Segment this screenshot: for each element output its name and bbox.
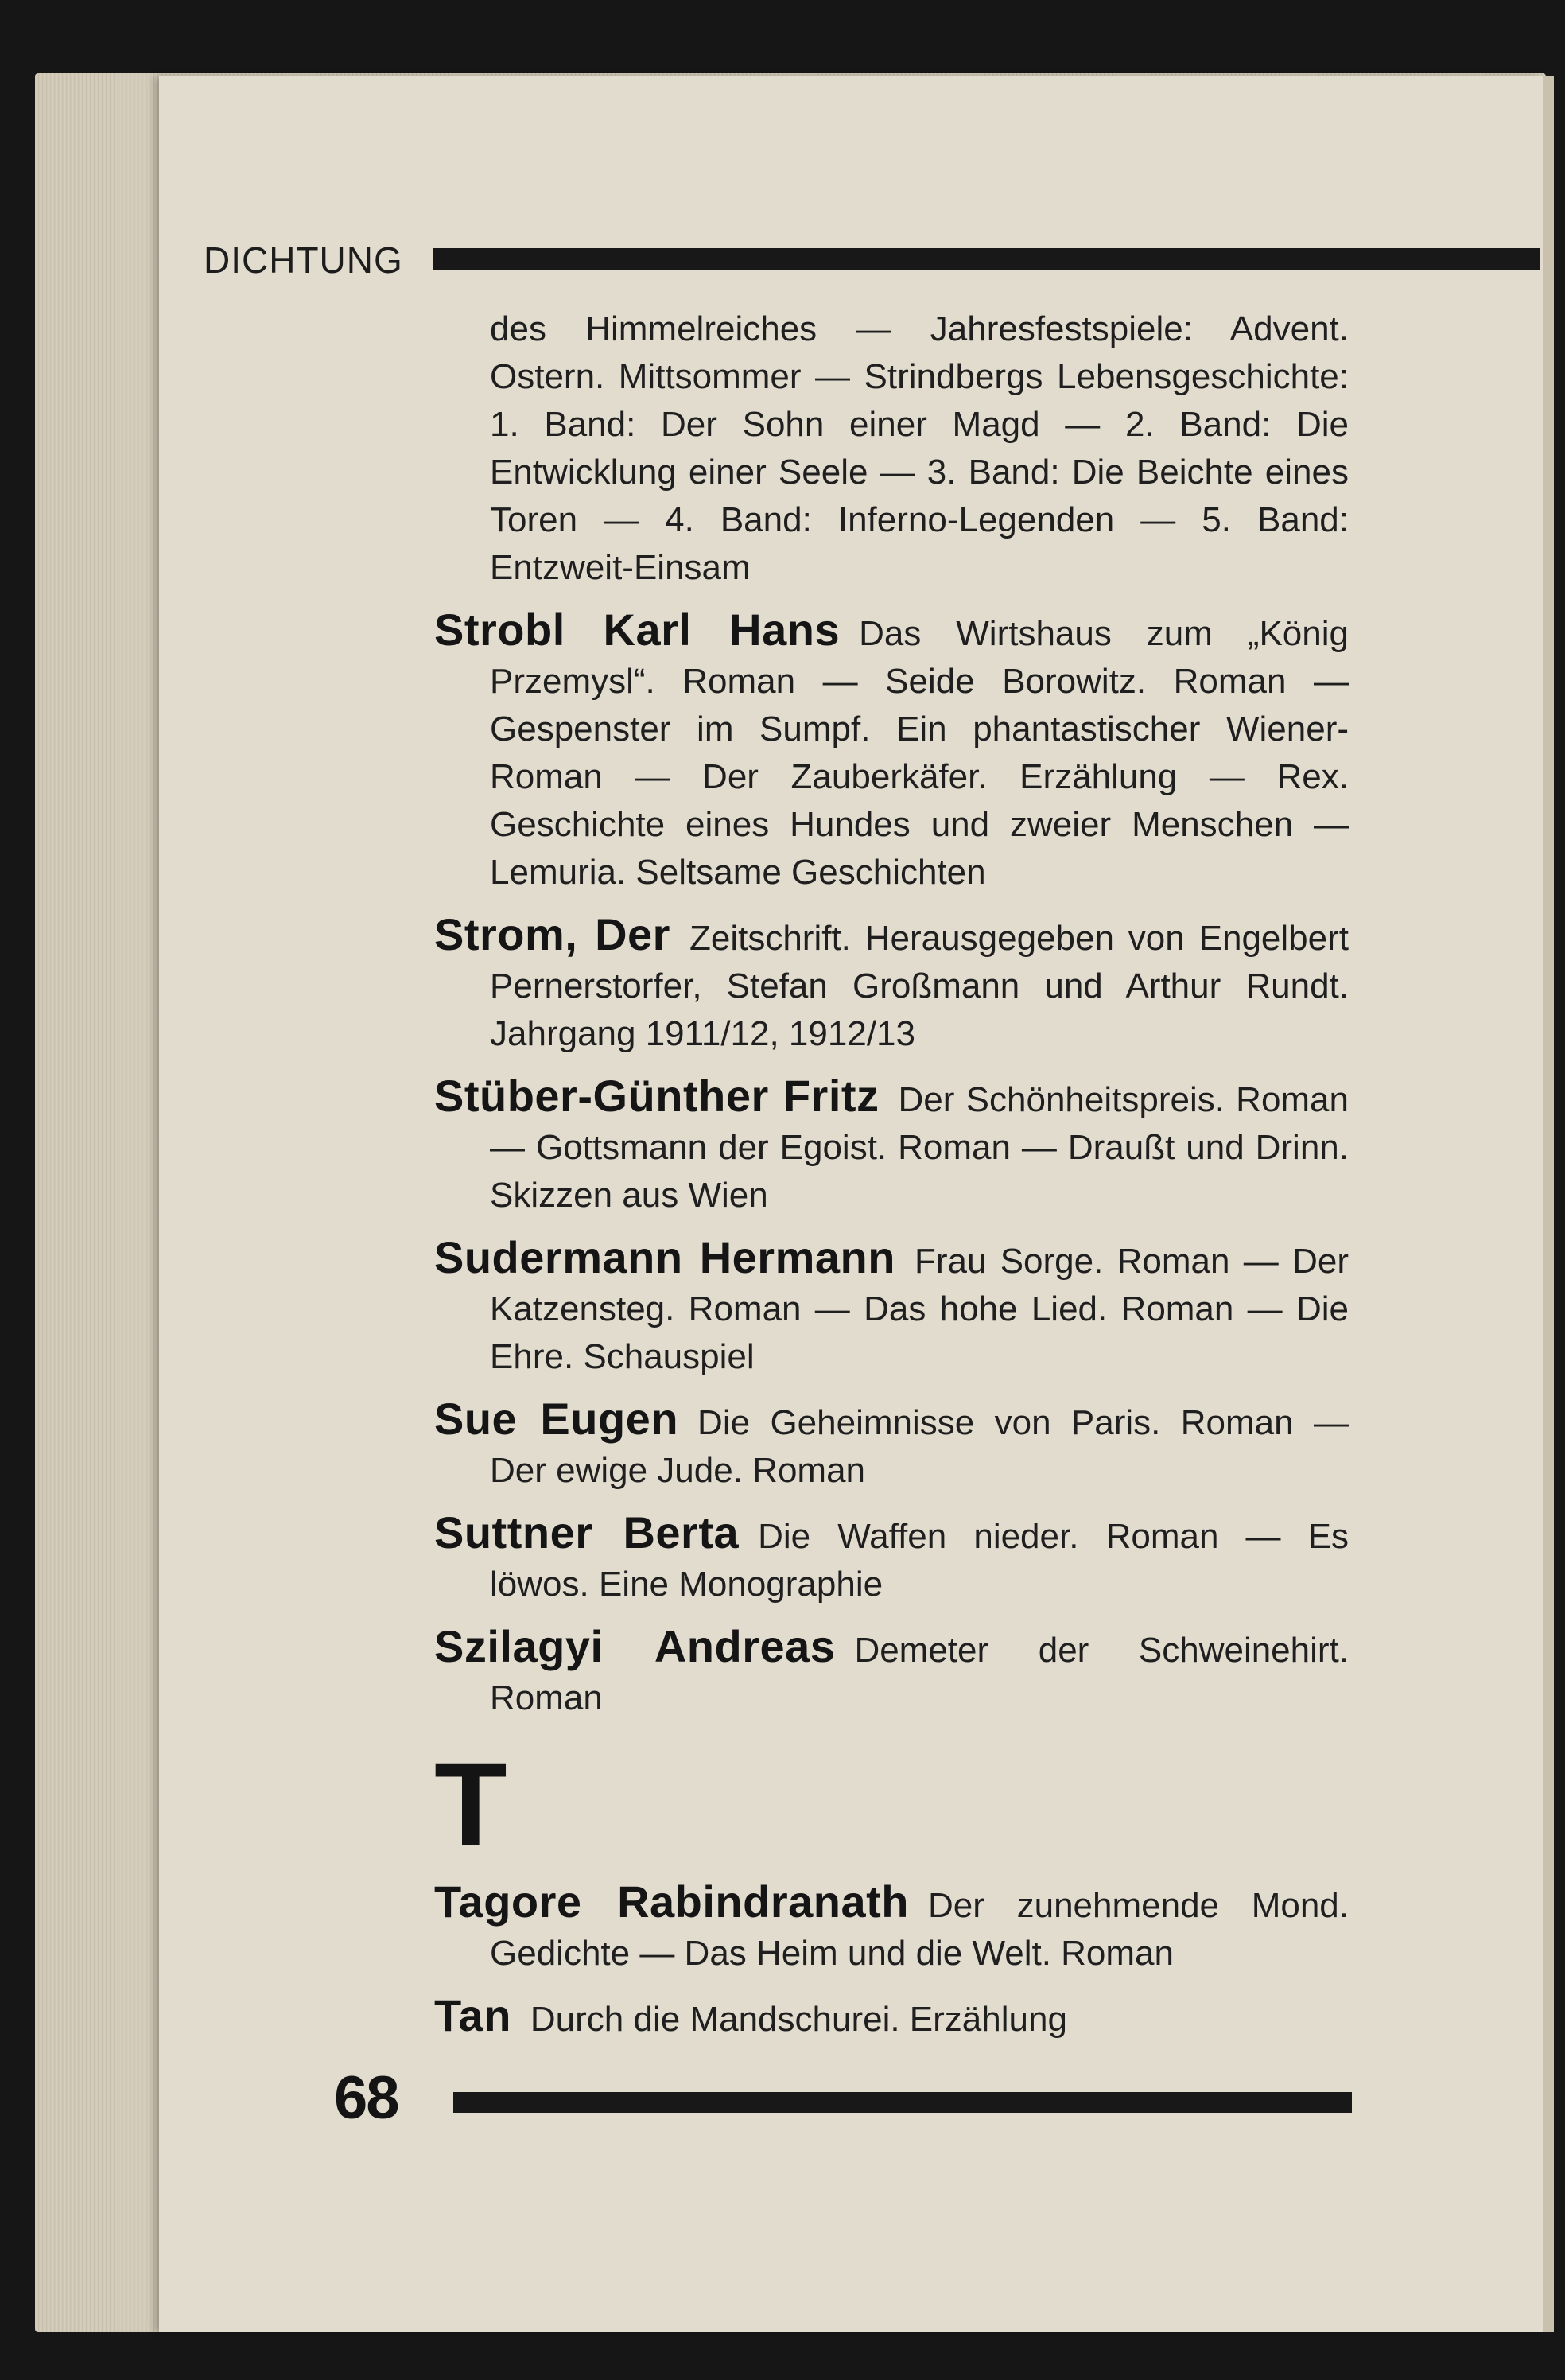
works-text: Der zunehmende Mond. Gedichte — Das Heim und die Welt. Roman	[490, 1886, 1349, 1973]
catalog-entry	[434, 1878, 1349, 1978]
page-footer	[334, 2063, 1360, 2135]
author-name: Szilagyi Andreas	[434, 1621, 836, 1671]
continued-entry-text: des Himmelreiches — Jahresfestspiele: Advent. Ostern. Mittsommer — Strindbergs Lebensgeschichte: 1. Band: Der Sohn einer Magd — 2. Band: Die Entwicklung einer Seele — 3. Band: Die Beichte eines Toren — 4. Band: Inferno-Legenden — 5. Band: Entzweit-Einsam	[490, 309, 1349, 587]
catalog-content	[434, 305, 1349, 2044]
section-letter: T	[434, 1737, 507, 1871]
catalog-entry	[434, 1992, 1349, 2044]
author-name: Sudermann Hermann	[434, 1232, 895, 1282]
catalog-entry	[434, 1395, 1349, 1495]
author-name: Stüber-Günther Fritz	[434, 1071, 880, 1121]
catalog-entry	[434, 1623, 1349, 1722]
author-name: Sue Eugen	[434, 1394, 679, 1444]
works-text: Zeitschrift. Herausgegeben von Engelbert Pernerstorfer, Stefan Großmann und Arthur Rundt. Jahrgang 1911/12, 1912/13	[490, 919, 1349, 1053]
catalog-entry	[434, 1072, 1349, 1219]
works-text: Die Waffen nieder. Roman — Es löwos. Eine Monographie	[490, 1517, 1349, 1604]
works-text: Demeter der Schweinehirt. Roman	[490, 1631, 1349, 1717]
works-text: Die Geheimnisse von Paris. Roman — Der ewige Jude. Roman	[490, 1403, 1349, 1490]
catalog-entry	[434, 1234, 1349, 1381]
author-name: Strom, Der	[434, 909, 670, 959]
footer-rule	[453, 2092, 1352, 2113]
header-rule	[433, 248, 1540, 270]
running-header	[204, 239, 1341, 286]
catalog-entry	[434, 911, 1349, 1058]
catalog-entry	[434, 1509, 1349, 1608]
works-text: Das Wirtshaus zum „König Przemysl“. Roman — Seide Borowitz. Roman — Gespenster im Sumpf. Ein phantastischer Wiener-Roman — Der Zauberkäfer. Erzählung — Rex. Geschichte eines Hundes und zweier Menschen — Lemuria. Seltsame Geschichten	[490, 614, 1349, 892]
page-right-edge	[1543, 76, 1554, 2332]
author-name: Strobl Karl Hans	[434, 605, 841, 655]
author-name: Tan	[434, 1990, 511, 2040]
works-text: Durch die Mandschurei. Erzählung	[530, 2000, 1067, 2039]
works-text: Frau Sorge. Roman — Der Katzensteg. Roman — Das hohe Lied. Roman — Die Ehre. Schauspiel	[490, 1242, 1349, 1376]
catalog-entry	[434, 606, 1349, 896]
page-number: 68	[334, 2064, 398, 2132]
author-name: Suttner Berta	[434, 1507, 740, 1558]
works-text: Der Schönheitspreis. Roman — Gottsmann der Egoist. Roman — Draußt und Drinn. Skizzen aus Wien	[490, 1080, 1349, 1215]
author-name: Tagore Rabindranath	[434, 1876, 909, 1927]
section-title: DICHTUNG	[204, 239, 403, 281]
